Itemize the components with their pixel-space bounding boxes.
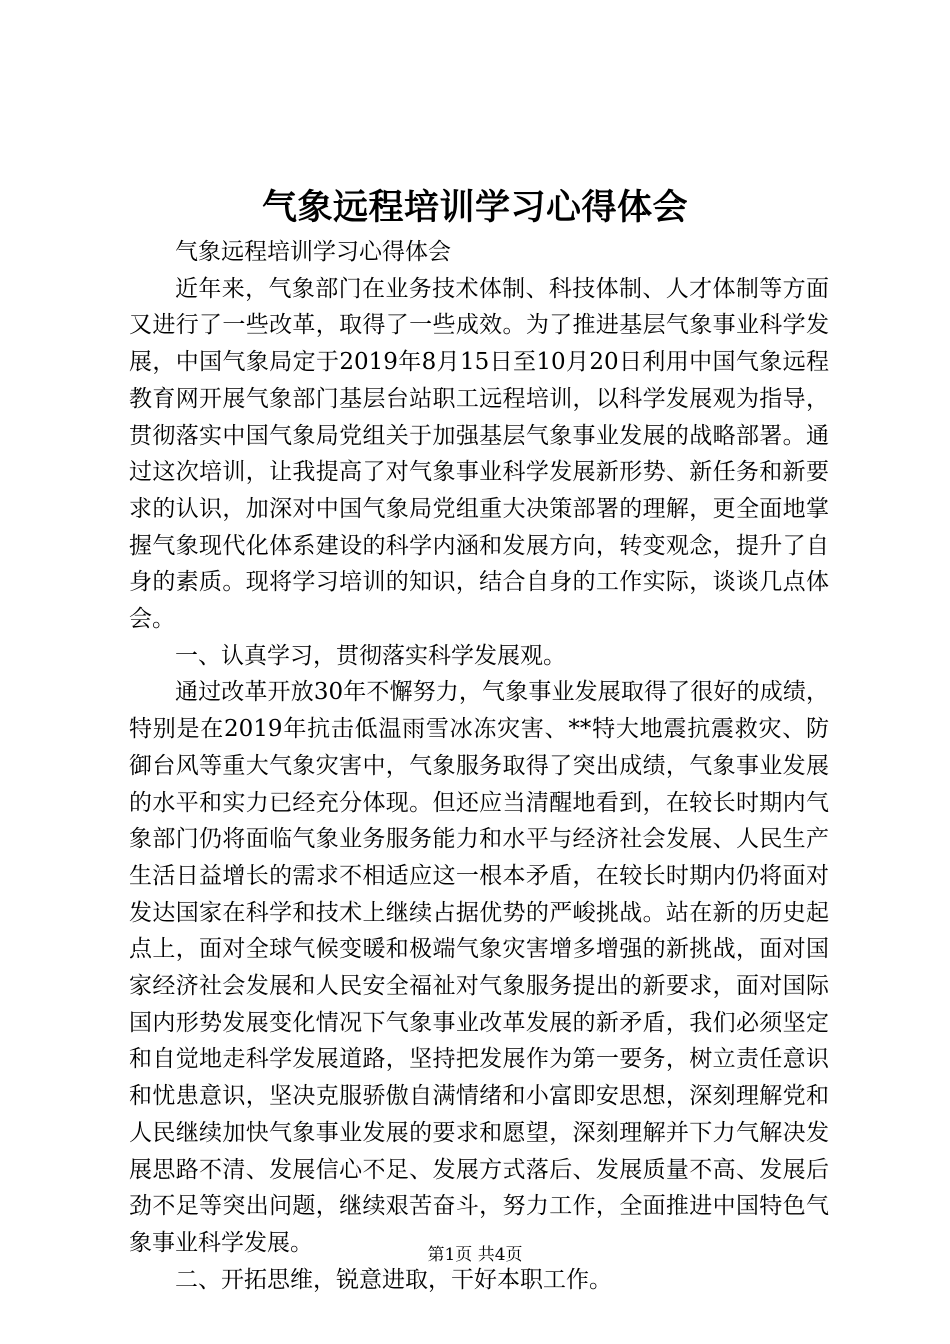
document-body xyxy=(129,234,829,1298)
section-1-paragraph: 通过改革开放30年不懈努力，气象事业发展取得了很好的成绩，特别是在2019年抗击低温雨雪冰冻灾害、**特大地震抗震救灾、防御台风等重大气象灾害中，气象服务取得了突出成绩，气象事业发展的水平和实力已经充分体现。但还应当清醒地看到，在较长时期内气象部门仍将面临气象业务服务能力和水平与经济社会发展、人民生产生活日益增长的需求不相适应这一根本矛盾，在较长时期内仍将面对发达国家在科学和技术上继续占据优势的严峻挑战。站在新的历史起点上，面对全球气候变暖和极端气象灾害增多增强的新挑战，面对国家经济社会发展和人民安全福祉对气象服务提出的新要求，面对国际国内形势发展变化情况下气象事业改革发展的新矛盾，我们必须坚定和自觉地走科学发展道路，坚持把发展作为第一要务，树立责任意识和忧患意识，坚决克服骄傲自满情绪和小富即安思想，深刻理解党和人民继续加快气象事业发展的要求和愿望，深刻理解并下力气解决发展思路不清、发展信心不足、发展方式落后、发展质量不高、发展后劲不足等突出问题，继续艰苦奋斗，努力工作，全面推进中国特色气象事业科学发展。 xyxy=(129,679,829,1256)
document-title: 气象远程培训学习心得体会 xyxy=(261,187,688,228)
intro-paragraph: 近年来，气象部门在业务技术体制、科技体制、人才体制等方面又进行了一些改革，取得了一些成效。为了推进基层气象事业科学发展，中国气象局定于2019年8月15日至10月20日利用中国气象远程教育网开展气象部门基层台站职工远程培训，以科学发展观为指导，贯彻落实中国气象局党组关于加强基层气象事业发展的战略部署。通过这次培训，让我提高了对气象事业科学发展新形势、新任务和新要求的认识，加深对中国气象局党组重大决策部署的理解，更全面地掌握气象现代化体系建设的科学内涵和发展方向，转变观念，提升了自身的素质。现将学习培训的知识，结合自身的工作实际，谈谈几点体会。 xyxy=(129,275,829,633)
subtitle-paragraph: 气象远程培训学习心得体会 xyxy=(175,239,451,265)
section-heading-1: 一、认真学习，贯彻落实科学发展观。 xyxy=(175,642,566,669)
page-footer: 第1页 共4页 xyxy=(427,1245,523,1265)
section-heading-2: 二、开拓思维，锐意进取，干好本职工作。 xyxy=(175,1266,612,1293)
